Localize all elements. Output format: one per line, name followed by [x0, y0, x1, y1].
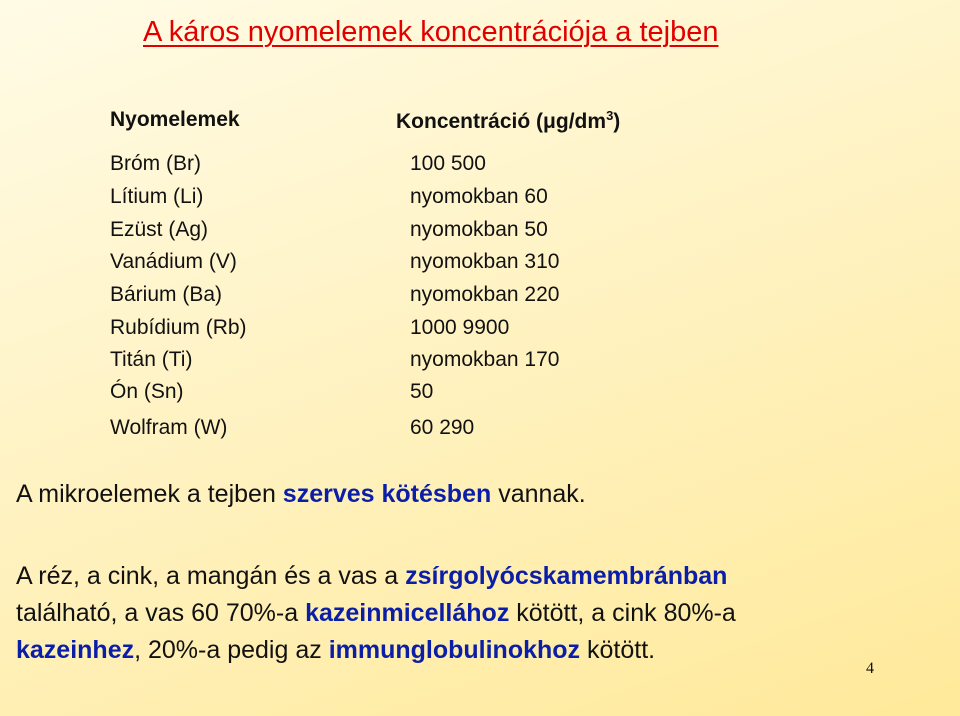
element-name: Rubídium (Rb)	[110, 316, 247, 339]
element-name: Vanádium (V)	[110, 250, 237, 273]
paragraph-microelements: A mikroelemek a tejben szerves kötésben vannak.	[16, 480, 586, 508]
element-name: Wolfram (W)	[110, 416, 228, 439]
page-number: 4	[866, 660, 874, 677]
concentration-value: 50	[410, 380, 434, 403]
concentration-value: nyomokban 170	[410, 348, 560, 371]
highlight-term: szerves kötésben	[282, 480, 492, 508]
concentration-value: nyomokban 220	[410, 283, 560, 306]
concentration-value: nyomokban 310	[410, 250, 560, 273]
page-title: A káros nyomelemek koncentrációja a tejben	[143, 16, 719, 48]
element-name: Titán (Ti)	[110, 348, 193, 371]
element-name: Lítium (Li)	[110, 185, 204, 208]
concentration-value: nyomokban 50	[410, 218, 548, 241]
column-header-element: Nyomelemek	[110, 108, 240, 131]
column-header-concentration: Koncentráció $(\mu g/dm^3)$	[396, 108, 621, 133]
paragraph-line-1: A réz, a cink, a mangán és a vas a zsírgolyócskamembránban	[16, 562, 728, 590]
paragraph-line-2: található, a vas 60 70%-a kazeinmicellához kötött, a cink 80%-a	[16, 599, 736, 627]
highlight-term: kazeinhez	[16, 636, 135, 664]
concentration-value: 100 500	[410, 152, 486, 175]
element-name: Bróm (Br)	[110, 152, 201, 175]
element-name: Bárium (Ba)	[110, 283, 223, 306]
concentration-value: nyomokban 60	[410, 185, 548, 208]
element-name: Ezüst (Ag)	[110, 218, 209, 241]
highlight-term: immunglobulinokhoz	[328, 636, 581, 664]
highlight-term: zsírgolyócskamembránban	[405, 562, 728, 590]
concentration-value: 60 290	[410, 416, 475, 439]
concentration-value: 1000 9900	[410, 316, 510, 339]
paragraph-line-3: kazeinhez, 20%-a pedig az immunglobulinokhoz kötött.	[16, 636, 656, 664]
highlight-term: kazeinmicellához	[305, 599, 510, 627]
element-name: Ón (Sn)	[110, 380, 184, 403]
